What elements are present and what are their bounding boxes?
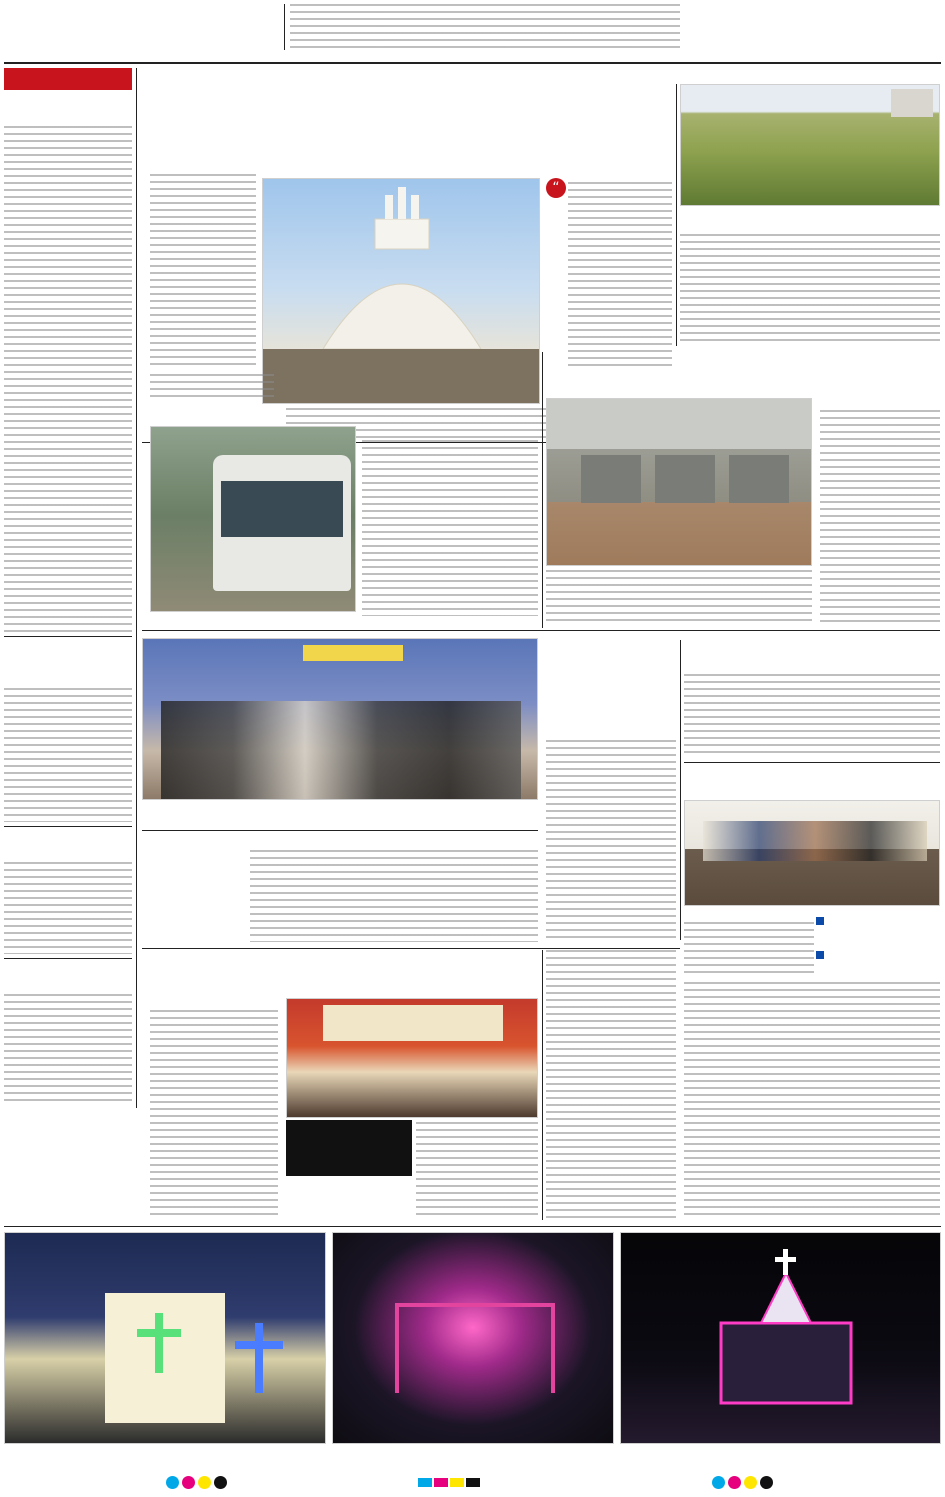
honour-bottom-rule: [142, 948, 680, 949]
convocation-body-col1: [684, 922, 814, 978]
tourism-bus-bottom-rule: [142, 630, 940, 631]
church-photo-1: [4, 1232, 326, 1444]
convocation-photo: [684, 800, 940, 906]
newspaper-story-col3: [546, 950, 676, 1220]
church-3-shape: [621, 1233, 941, 1444]
event-banner: [323, 1005, 503, 1041]
convocation-speakers: [703, 821, 927, 861]
newspaper-story-col1: [150, 1010, 278, 1220]
craft-bazaar-body: [820, 410, 940, 626]
award-ceremony-photo: [142, 638, 538, 800]
teaser-divider: [284, 4, 285, 50]
police-column-rule: [680, 640, 681, 940]
pond-photo: [680, 84, 940, 206]
award-banner: [303, 645, 403, 661]
police-story-body: [546, 740, 676, 940]
accident-story-body: [684, 674, 940, 758]
convocation-highlight2: [816, 944, 940, 974]
registration-yellow-right: [744, 1476, 757, 1489]
registration-magenta: [182, 1476, 195, 1489]
brief-item1-body: [4, 126, 132, 632]
teaser-text-block: [290, 4, 680, 50]
registration-cyan-right: [712, 1476, 725, 1489]
honour-story-body: [250, 850, 538, 942]
bus-windshield: [221, 481, 343, 537]
tourism-bus-body: [362, 440, 538, 616]
lead-photo-stupa: [262, 178, 540, 404]
colorbar-yellow: [450, 1478, 464, 1487]
craft-shutter-3: [729, 455, 789, 503]
accident-bottom-rule: [684, 762, 940, 763]
colorbar-magenta: [434, 1478, 448, 1487]
brief-item2-body: [4, 688, 132, 822]
craft-bazaar-body-lower: [546, 570, 812, 626]
convocation-body-lower: [684, 982, 940, 1220]
stupa-shape: [263, 179, 540, 404]
lead-story-col1-cont: [150, 374, 274, 398]
quote-icon: “: [546, 178, 566, 198]
award-bottom-rule: [142, 830, 538, 831]
craft-gallery-photo: [546, 398, 812, 566]
church-photo-3: [620, 1232, 941, 1444]
registration-cyan: [166, 1476, 179, 1489]
craft-column-rule: [542, 352, 543, 628]
highlight2-bullet: [816, 951, 824, 959]
registration-magenta-right: [728, 1476, 741, 1489]
craft-shutter-1: [581, 455, 641, 503]
craft-shutter-2: [655, 455, 715, 503]
church-1-shape: [5, 1233, 326, 1444]
award-stage-people: [161, 701, 521, 800]
colorbar-black: [466, 1478, 480, 1487]
pond-column-rule: [676, 84, 677, 346]
bus-body: [213, 455, 351, 591]
newspaper-photo-caption-box: [286, 1120, 412, 1176]
newspaper-photo-caption: [286, 1120, 412, 1128]
registration-black-right: [760, 1476, 773, 1489]
convocation-highlight1: [816, 910, 940, 940]
brief-column-rule: [136, 68, 137, 1108]
newspaper-event-photo: [286, 998, 538, 1118]
brief-band: [4, 68, 132, 90]
masthead: [0, 0, 945, 62]
bottom-strip-top-rule: [4, 1226, 941, 1227]
newspaper-story-col2: [416, 1122, 538, 1220]
brief-rule-3: [4, 958, 132, 959]
brief-rule-1: [4, 636, 132, 637]
quote-box: [546, 178, 672, 414]
registration-black: [214, 1476, 227, 1489]
quote-text: [568, 182, 672, 368]
church-2-gate: [395, 1303, 555, 1393]
brief-item4-body: [4, 994, 132, 1104]
pond-story-body: [680, 234, 940, 346]
masthead-logo: [6, 4, 136, 44]
pond-photo-building: [891, 89, 933, 117]
newspaper-column-rule: [542, 950, 543, 1220]
highlight1-bullet: [816, 917, 824, 925]
lead-story-col1: [150, 174, 256, 370]
brief-item3-body: [4, 862, 132, 954]
tourism-bus-photo: [150, 426, 356, 612]
registration-yellow: [198, 1476, 211, 1489]
colorbar-cyan: [418, 1478, 432, 1487]
brief-rule-2: [4, 826, 132, 827]
church-photo-2: [332, 1232, 614, 1444]
masthead-rule: [4, 62, 941, 64]
